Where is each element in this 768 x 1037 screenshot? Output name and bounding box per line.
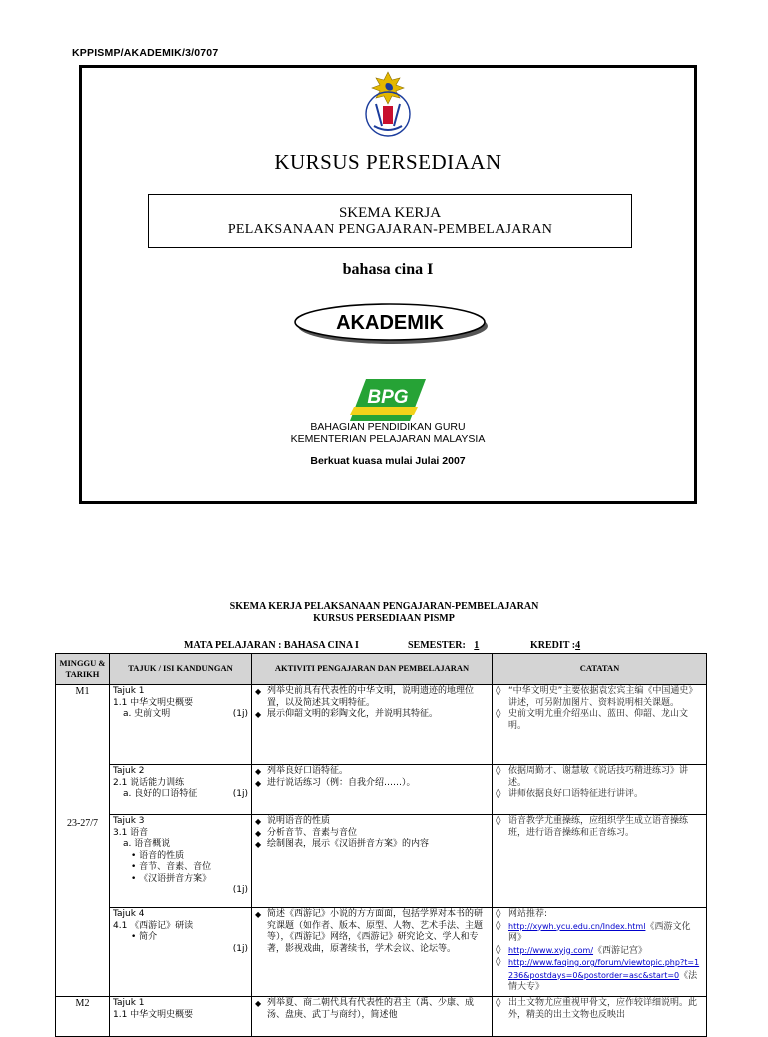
skema-box-line2: PELAKSANAAN PENGAJARAN-PEMBELAJARAN — [227, 222, 553, 237]
notes-cell — [493, 765, 707, 815]
topic-bullet: • 音节、音素、音位 — [131, 862, 212, 872]
week-cell — [56, 997, 110, 1037]
cover-page — [79, 65, 697, 504]
topic-bullet: • 简介 — [131, 932, 158, 942]
scheme-heading2: KURSUS PERSEDIAAN PISMP — [313, 613, 455, 624]
notes-cell — [493, 908, 707, 997]
activity-item: ◆ 说明语音的性质 — [255, 816, 331, 826]
notes-cell — [493, 997, 707, 1037]
document-ref: KPPISMP/AKADEMIK/3/0707 — [72, 47, 219, 59]
topic-item — [113, 789, 248, 801]
topic-tajuk: Tajuk 3 — [113, 816, 145, 826]
bpg-logo-icon — [348, 377, 428, 423]
credit-label: KREDIT : — [530, 640, 576, 651]
topic-sub: 4.1 《西游记》研读 — [113, 920, 194, 931]
topic-tajuk: Tajuk 1 — [113, 998, 145, 1008]
note-item: ◊ 讲师依据良好口语特征进行讲评。 — [496, 789, 644, 799]
col-notes: CATATAN — [493, 654, 707, 685]
credit-info — [530, 640, 580, 651]
notes-cell — [493, 815, 707, 908]
scheme-table — [55, 653, 707, 1037]
topic-cell — [110, 815, 252, 908]
activity-item: ◆ 简述《西游记》小说的方方面面，包括学界对本书的研究课题（如作者、版本、原型、人物、艺术手法、主题等），《西游记》网络，《西游记》研究论文、学人和专著，影视戏曲，原著续书，学术会议、论坛等。 — [255, 909, 484, 954]
activity-item: ◆ 列举史前具有代表性的中华文明，说明遗迹的地理位置，以及简述其文明特征。 — [255, 686, 475, 708]
topic-item: a. 语音概说 — [123, 839, 171, 849]
col-topic: TAJUK / ISI KANDUNGAN — [110, 654, 252, 685]
table-header-row — [56, 654, 707, 685]
notes-cell — [493, 685, 707, 765]
topic-cell — [110, 997, 252, 1037]
topic-sub: 3.1 语音 — [113, 827, 149, 838]
table-row — [56, 815, 707, 908]
skema-box — [148, 194, 632, 248]
topic-item-text: a. 良好的口语特征 — [123, 789, 198, 799]
table-row — [56, 908, 707, 997]
skema-box-line1: SKEMA KERJA — [338, 205, 442, 221]
table-row — [56, 997, 707, 1037]
activity-cell — [252, 908, 493, 997]
note-item: ◊ http://xywh.ycu.edu.cn/Index.html《西游文化网》 — [496, 920, 691, 943]
topic-tajuk: Tajuk 2 — [113, 766, 145, 776]
activity-cell — [252, 815, 493, 908]
website-link[interactable]: http://xywh.ycu.edu.cn/Index.html — [508, 921, 646, 931]
note-item: ◊ 网站推荐: — [496, 909, 548, 919]
activity-item: ◆ 列举夏、商二朝代具有代表性的君主（禹、少康、成汤、盘庚、武丁与商纣），简述他 — [255, 998, 475, 1020]
website-link[interactable]: http://www.faqing.org/forum/viewtopic.php?t=1236&postdays=0&postorder=asc&start=0 — [508, 958, 700, 980]
org-line2: KEMENTERIAN PELAJARAN MALAYSIA — [290, 433, 486, 445]
cover-title: KURSUS PERSEDIAAN — [274, 150, 502, 174]
effective-date: Berkuat kuasa mulai Julai 2007 — [310, 455, 466, 467]
activity-item: ◆ 绘制图表，展示《汉语拼音方案》的内容 — [255, 839, 430, 849]
topic-cell — [110, 685, 252, 765]
note-item: ◊ http://www.xyjg.com/《西游记宫》 — [496, 944, 648, 956]
topic-tajuk: Tajuk 1 — [113, 686, 145, 696]
topic-hours: (1j) — [232, 885, 248, 895]
subject-label: MATA PELAJARAN : BAHASA CINA I — [184, 640, 359, 651]
akademik-label: AKADEMIK — [336, 312, 444, 334]
semester-value: 1 — [474, 640, 480, 651]
week-date: 23-27/7 — [66, 818, 99, 829]
website-link[interactable]: http://www.xyjg.com/ — [508, 945, 594, 955]
topic-hours: (1j) — [232, 943, 248, 954]
scheme-heading1: SKEMA KERJA PELAKSANAAN PENGAJARAN-PEMBELAJARAN — [229, 601, 539, 612]
topic-tajuk: Tajuk 4 — [113, 909, 145, 919]
credit-value: 4 — [575, 640, 581, 651]
topic-cell — [110, 908, 252, 997]
ministry-crest-icon — [352, 68, 424, 140]
topic-bullet: • 《汉语拼音方案》 — [131, 873, 212, 884]
cover-subject: bahasa cina I — [342, 261, 434, 278]
akademik-badge — [290, 298, 490, 348]
table-row — [56, 685, 707, 765]
semester-label: SEMESTER: — [408, 640, 466, 651]
topic-sub: 2.1 说话能力训练 — [113, 777, 185, 788]
activity-cell — [252, 685, 493, 765]
topic-sub: 1.1 中华文明史概要 — [113, 697, 194, 708]
topic-sub: 1.1 中华文明史概要 — [113, 1009, 194, 1020]
note-item: ◊ 史前文明尤重介绍巫山、蓝田、仰韶、龙山文明。 — [496, 709, 689, 731]
week-label: M1 — [75, 686, 90, 697]
topic-hours: (1j) — [232, 709, 248, 719]
week-label: M2 — [75, 998, 90, 1009]
activity-item: ◆ 展示仰韶文明的彩陶文化，并说明其特征。 — [255, 709, 439, 719]
topic-cell — [110, 765, 252, 815]
semester-info — [408, 640, 479, 651]
col-week: MINGGU & TARIKH — [56, 654, 110, 685]
activity-cell — [252, 765, 493, 815]
topic-hours: (1j) — [232, 789, 248, 799]
organization — [82, 421, 694, 445]
note-item: ◊ 出土文物尤应重视甲骨文，应作较详细说明。此外，精美的出土文物也反映出 — [496, 998, 698, 1020]
note-item: ◊ “中华文明史”主要依据袁宏宾主编《中国通史》讲述，可另附加图片、资料说明相关课题。 — [496, 686, 698, 708]
table-row — [56, 765, 707, 815]
activity-item: ◆ 列举良好口语特征。 — [255, 766, 349, 776]
topic-bullet: • 语音的性质 — [131, 850, 185, 861]
note-item: ◊ http://www.faqing.org/forum/viewtopic.php?t=1236&postdays=0&postorder=asc&start=0《法情大专》 — [496, 957, 700, 992]
activity-item: ◆ 分析音节、音素与音位 — [255, 827, 358, 838]
week-cell — [56, 685, 110, 997]
org-line1: BAHAGIAN PENDIDIKAN GURU — [310, 421, 466, 433]
activity-item: ◆ 进行说话练习（例：自我介绍……）。 — [255, 777, 416, 788]
topic-item — [113, 709, 248, 721]
note-item: ◊ 依据周勤才、谢慧敏《说话技巧精进练习》讲述。 — [496, 766, 689, 788]
col-activity: AKTIVITI PENGAJARAN DAN PEMBELAJARAN — [252, 654, 493, 685]
note-item: ◊ 语音教学尤重操练，应组织学生成立语音操练班，进行语音操练和正音练习。 — [496, 816, 689, 838]
topic-item-text: a. 史前文明 — [123, 709, 171, 719]
bpg-logo-text: BPG — [367, 387, 409, 408]
activity-cell — [252, 997, 493, 1037]
